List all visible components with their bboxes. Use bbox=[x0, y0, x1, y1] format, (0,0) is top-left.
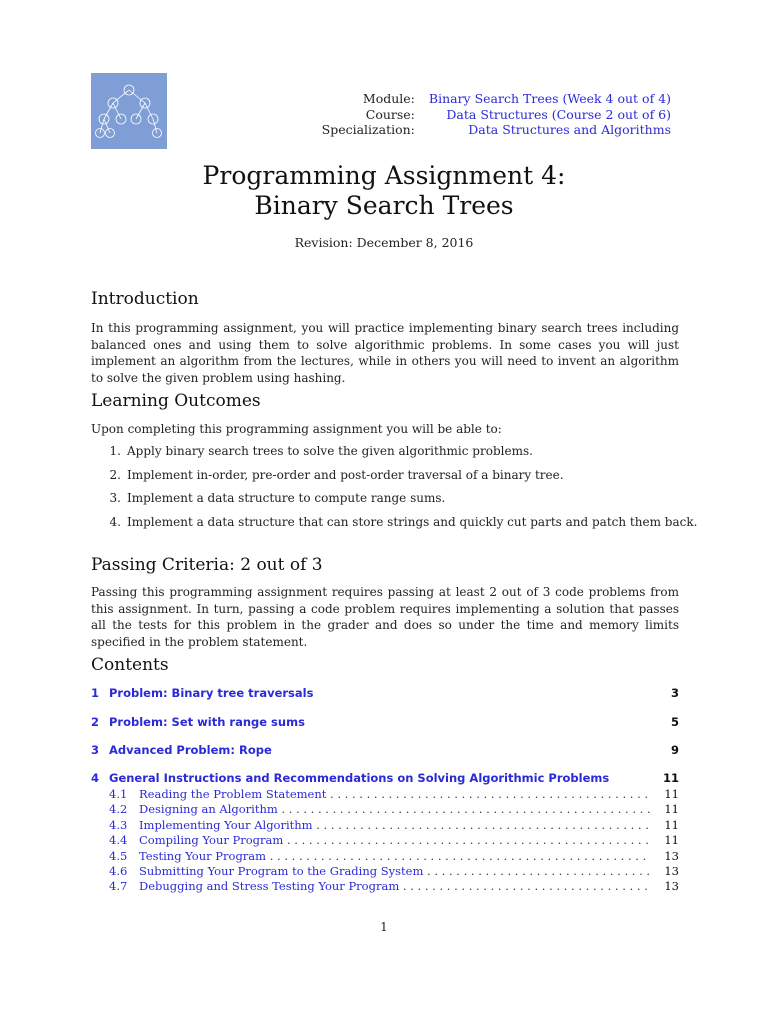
toc-subsection-4-2[interactable] bbox=[91, 802, 679, 817]
toc-section-1[interactable] bbox=[91, 686, 679, 702]
course-logo bbox=[91, 73, 167, 149]
toc-subsection-number: 4.1 bbox=[109, 787, 128, 801]
toc-section-page: 3 bbox=[670, 686, 679, 700]
toc-subsection-page: 13 bbox=[664, 863, 679, 878]
toc-subsection-title: Reading the Problem Statement . . . bbox=[139, 787, 651, 801]
module-link[interactable]: Binary Search Trees (Week 4 out of 4) bbox=[428, 91, 671, 106]
list-item-text: Implement in-order, pre-order and post-order traversal of a binary tree. bbox=[127, 467, 564, 482]
course-info-row-course bbox=[322, 107, 671, 123]
toc-section-page: 9 bbox=[670, 743, 679, 757]
toc-section-page: 5 bbox=[670, 715, 679, 729]
specialization-link[interactable]: Data Structures and Algorithms bbox=[468, 122, 671, 137]
course-label: Course: bbox=[365, 106, 415, 122]
revision-date: Revision: December 8, 2016 bbox=[294, 235, 474, 250]
learning-outcomes-list bbox=[91, 443, 697, 537]
list-item-text: Apply binary search trees to solve the given algorithmic problems. bbox=[127, 444, 533, 458]
list-item-number: 1. bbox=[109, 444, 121, 458]
course-info-row-specialization bbox=[322, 122, 671, 138]
toc-subsection-title: Testing Your Program . . . bbox=[139, 849, 651, 863]
module-label: Module: bbox=[362, 91, 415, 106]
binary-tree-logo-icon bbox=[91, 73, 167, 149]
toc-subsection-4-3[interactable] bbox=[91, 818, 679, 833]
passing-criteria-heading: Passing Criteria: 2 out of 3 bbox=[91, 555, 323, 575]
toc-subsection-page: 11 bbox=[664, 802, 679, 817]
toc-subsection-page: 13 bbox=[664, 879, 679, 894]
toc-subsection-4-7[interactable] bbox=[91, 879, 679, 894]
toc-subsection-page: 13 bbox=[664, 848, 679, 863]
toc-section-title: Advanced Problem: Rope bbox=[109, 743, 272, 757]
toc-subsection-title: Implementing Your Algorithm . . . bbox=[139, 818, 651, 832]
list-item bbox=[91, 443, 697, 467]
specialization-label: Specialization: bbox=[321, 122, 415, 137]
passing-criteria-text: Passing this programming assignment requires passing at least 2 out of 3 code problems from this assignment. In turn, passing a code problem requires implementing a solution that passes all the tests for this problem in the grader and does so under the time and memory limits specified in the problem statement. bbox=[91, 585, 679, 649]
toc-subsection-page: 11 bbox=[664, 787, 679, 801]
toc-subsection-number: 4.6 bbox=[109, 863, 128, 878]
list-item-number: 3. bbox=[109, 491, 121, 505]
list-item bbox=[91, 490, 697, 514]
toc-section-title: General Instructions and Recommendations on Solving Algorithmic Problems bbox=[109, 771, 610, 785]
toc-subsection-4-5[interactable] bbox=[91, 849, 679, 864]
list-item-text: Implement a data structure to compute range sums. bbox=[127, 491, 446, 505]
toc-section-number: 3 bbox=[91, 743, 100, 757]
course-info bbox=[322, 91, 671, 138]
toc-section-number: 1 bbox=[91, 686, 100, 700]
toc-subsection-title: Debugging and Stress Testing Your Program . . . bbox=[139, 879, 651, 893]
introduction-text: In this programming assignment, you will practice implementing binary search trees including balanced ones and using them to solve algorithmic problems. In some cases you will just implement an algorithm from the lectures, while in others you will need to invent an algorithm to solve the given problem using hashing. bbox=[91, 321, 679, 385]
course-info-row-module bbox=[322, 91, 671, 107]
list-item-number: 2. bbox=[109, 467, 121, 482]
learning-outcomes-intro: Upon completing this programming assignment you will be able to: bbox=[91, 422, 502, 436]
toc-section-number: 4 bbox=[91, 771, 100, 785]
toc-section-3[interactable] bbox=[91, 743, 679, 759]
document-title bbox=[0, 161, 768, 221]
toc-subsection-4-4[interactable] bbox=[91, 833, 679, 848]
toc-subsection-page: 11 bbox=[664, 833, 679, 848]
toc-subsection-number: 4.2 bbox=[109, 802, 128, 817]
page-number: 1 bbox=[380, 920, 388, 934]
toc-subsection-title: Submitting Your Program to the Grading System . . . bbox=[139, 864, 651, 878]
toc-subsection-number: 4.4 bbox=[109, 833, 128, 848]
toc-subsection-number: 4.3 bbox=[109, 817, 128, 832]
toc-subsection-number: 4.7 bbox=[109, 879, 128, 894]
toc-section-4[interactable] bbox=[91, 771, 679, 787]
toc-section-2[interactable] bbox=[91, 715, 679, 731]
toc-subsection-4-1[interactable] bbox=[91, 787, 679, 802]
list-item-text: Implement a data structure that can store strings and quickly cut parts and patch them back. bbox=[127, 514, 698, 529]
title-line-2: Binary Search Trees bbox=[254, 191, 514, 220]
table-of-contents bbox=[91, 686, 679, 895]
toc-subsection-number: 4.5 bbox=[109, 848, 128, 863]
toc-subsection-page: 11 bbox=[664, 817, 679, 832]
toc-section-title: Problem: Set with range sums bbox=[109, 715, 305, 729]
introduction-heading: Introduction bbox=[91, 289, 199, 309]
contents-heading: Contents bbox=[91, 655, 169, 675]
list-item bbox=[91, 467, 697, 491]
list-item-number: 4. bbox=[109, 514, 121, 529]
toc-section-page: 11 bbox=[662, 771, 679, 785]
toc-section-title: Problem: Binary tree traversals bbox=[109, 686, 314, 700]
toc-subsection-4-6[interactable] bbox=[91, 864, 679, 879]
toc-subsection-title: Compiling Your Program . . . bbox=[139, 833, 651, 847]
title-line-1: Programming Assignment 4: bbox=[202, 161, 566, 190]
toc-section-number: 2 bbox=[91, 715, 100, 729]
course-info-table bbox=[322, 91, 671, 138]
list-item bbox=[91, 514, 697, 538]
course-link[interactable]: Data Structures (Course 2 out of 6) bbox=[446, 106, 671, 122]
learning-outcomes-heading: Learning Outcomes bbox=[91, 391, 261, 411]
toc-subsection-title: Designing an Algorithm . . . bbox=[139, 802, 651, 816]
